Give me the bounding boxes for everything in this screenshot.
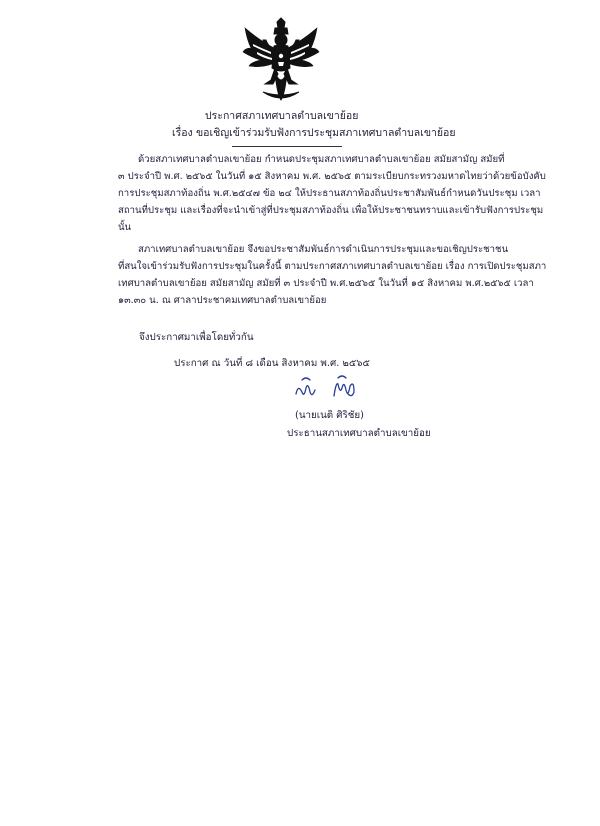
garuda-emblem-icon — [241, 18, 321, 104]
signer-name: (นายเนติ ศิริชัย) — [295, 410, 364, 421]
paragraph-line: ๓ ประจำปี พ.ศ. ๒๕๖๕ ในวันที่ ๑๕ สิงหาคม พ.ศ. ๒๕๖๕ ตามระเบียบกระทรวงมหาดไทยว่าด้วยข้อบังคับ — [118, 171, 546, 182]
divider — [232, 146, 342, 147]
paragraph-line: ที่สนใจเข้าร่วมรับฟังการประชุมในครั้งนี้ ตามประกาศสภาเทศบาลตำบลเขาย้อย เรื่อง การเปิดประชุมสภา — [118, 261, 547, 272]
announcement: จึงประกาศมาเพื่อโดยทั่วกัน — [139, 332, 254, 343]
handwritten-signature — [288, 372, 368, 406]
paragraph-line: นั้น — [118, 222, 132, 233]
paragraph-line: สภาเทศบาลตำบลเขาย้อย จึงขอประชาสัมพันธ์การดำเนินการประชุมและขอเชิญประชาชน — [138, 244, 509, 255]
paragraph-2 — [118, 241, 547, 309]
signer-title: ประธานสภาเทศบาลตำบลเขาย้อย — [287, 428, 431, 439]
notice-title: ประกาศสภาเทศบาลตำบลเขาย้อย — [205, 110, 359, 122]
notice-subject: เรื่อง ขอเชิญเข้าร่วมรับฟังการประชุมสภาเทศบาลตำบลเขาย้อย — [172, 127, 456, 139]
paragraph-line: การประชุมสภาท้องถิ่น พ.ศ.๒๕๔๗ ข้อ ๒๔ ให้ประธานสภาท้องถิ่นประชาสัมพันธ์กำหนดวันประชุม เวลา — [118, 188, 541, 199]
paragraph-line: เทศบาลตำบลเขาย้อย สมัยสามัญ สมัยที่ ๓ ประจำปี พ.ศ.๒๕๖๕ ในวันที่ ๑๕ สิงหาคม พ.ศ.๒๕๖๕ เวลา — [118, 278, 534, 289]
paragraph-line: สถานที่ประชุม และเรื่องที่จะนำเข้าสู่ที่ประชุมสภาท้องถิ่น เพื่อให้ประชาชนทราบและเข้ารับฟังการประชุม — [118, 205, 544, 216]
date-line: ประกาศ ณ วันที่ ๘ เดือน สิงหาคม พ.ศ. ๒๕๖๕ — [174, 358, 370, 369]
paragraph-1 — [118, 151, 546, 236]
paragraph-line: ๑๓.๓๐ น. ณ ศาลาประชาคมเทศบาลตำบลเขาย้อย — [118, 295, 327, 306]
paragraph-line: ด้วยสภาเทศบาลตำบลเขาย้อย กำหนดประชุมสภาเทศบาลตำบลเขาย้อย สมัยสามัญ สมัยที่ — [138, 154, 505, 165]
